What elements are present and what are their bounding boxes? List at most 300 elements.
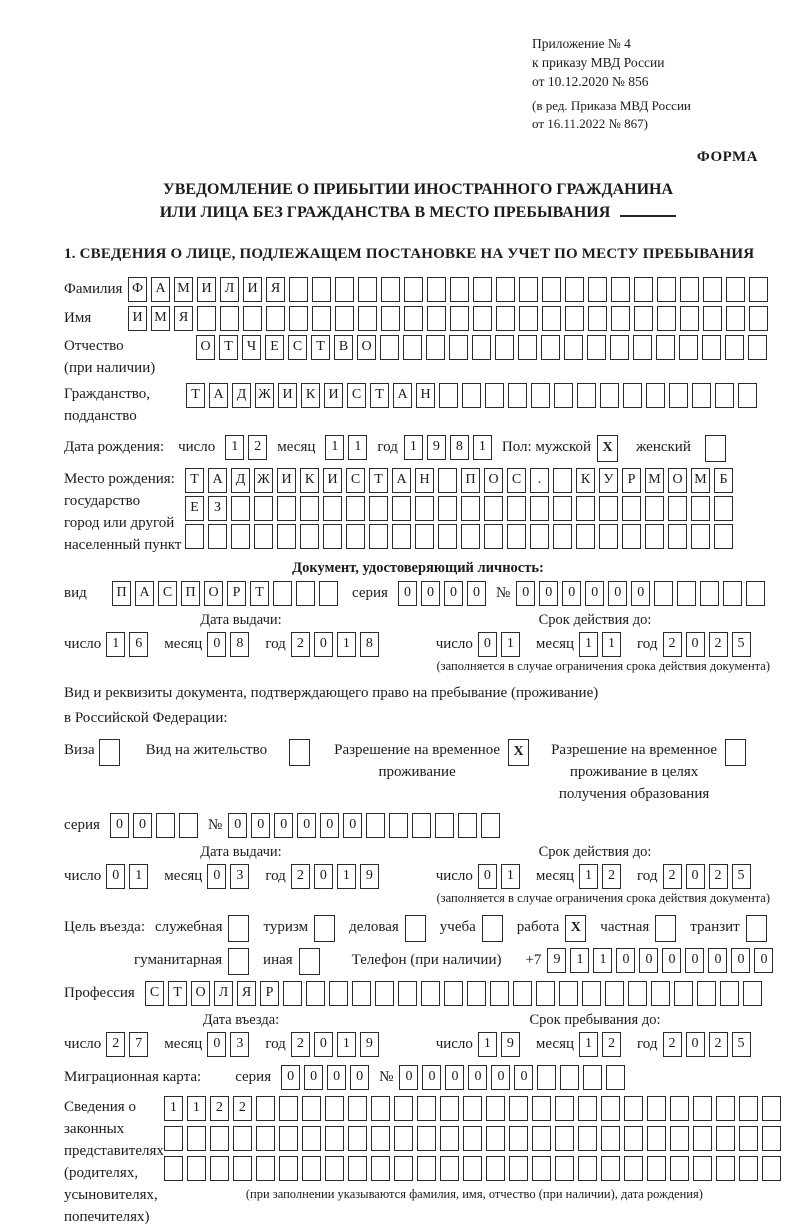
char-cell[interactable]: 0 [251, 813, 270, 838]
char-cell[interactable] [693, 1096, 712, 1121]
char-cell[interactable] [697, 981, 716, 1006]
char-cell[interactable] [646, 383, 665, 408]
char-cell[interactable]: 1 [129, 864, 148, 889]
char-cell[interactable]: 1 [579, 1032, 598, 1057]
char-cell[interactable]: М [645, 468, 664, 493]
char-cell[interactable] [554, 383, 573, 408]
char-cell[interactable]: 1 [478, 1032, 497, 1057]
char-cell[interactable] [323, 524, 342, 549]
char-cell[interactable]: А [209, 383, 228, 408]
char-cell[interactable] [655, 915, 676, 942]
char-cell[interactable]: 0 [281, 1065, 300, 1090]
char-cell[interactable] [738, 383, 757, 408]
char-cell[interactable]: К [300, 468, 319, 493]
char-cell[interactable]: 0 [754, 948, 773, 973]
char-cell[interactable] [187, 1126, 206, 1151]
char-cell[interactable] [601, 1126, 620, 1151]
char-cell[interactable]: 3 [230, 864, 249, 889]
char-cell[interactable] [693, 1126, 712, 1151]
char-cell[interactable]: 9 [360, 1032, 379, 1057]
char-cell[interactable]: 9 [501, 1032, 520, 1057]
char-cell[interactable]: 0 [585, 581, 604, 606]
char-cell[interactable] [375, 981, 394, 1006]
char-cell[interactable] [438, 496, 457, 521]
char-cell[interactable] [210, 1126, 229, 1151]
char-cell[interactable] [578, 1126, 597, 1151]
char-cell[interactable] [394, 1096, 413, 1121]
char-cell[interactable]: 8 [360, 632, 379, 657]
char-cell[interactable]: У [599, 468, 618, 493]
char-cell[interactable] [508, 383, 527, 408]
char-cell[interactable] [668, 496, 687, 521]
char-cell[interactable]: 2 [291, 864, 310, 889]
char-cell[interactable] [536, 981, 555, 1006]
char-cell[interactable] [243, 306, 262, 331]
char-cell[interactable] [628, 981, 647, 1006]
char-cell[interactable]: А [135, 581, 154, 606]
char-cell[interactable]: 0 [398, 581, 417, 606]
char-cell[interactable]: Д [232, 383, 251, 408]
char-cell[interactable]: Л [214, 981, 233, 1006]
char-cell[interactable]: 0 [444, 581, 463, 606]
char-cell[interactable] [679, 335, 698, 360]
char-cell[interactable] [532, 1126, 551, 1151]
char-cell[interactable] [716, 1156, 735, 1181]
char-cell[interactable]: Е [265, 335, 284, 360]
char-cell[interactable] [473, 277, 492, 302]
char-cell[interactable] [381, 277, 400, 302]
char-cell[interactable]: С [158, 581, 177, 606]
char-cell[interactable] [743, 981, 762, 1006]
char-cell[interactable] [518, 335, 537, 360]
char-cell[interactable] [440, 1156, 459, 1181]
char-cell[interactable] [392, 496, 411, 521]
char-cell[interactable]: И [128, 306, 147, 331]
char-cell[interactable] [329, 981, 348, 1006]
char-cell[interactable] [705, 435, 726, 462]
char-cell[interactable]: 0 [516, 581, 535, 606]
char-cell[interactable]: 2 [602, 864, 621, 889]
char-cell[interactable] [417, 1096, 436, 1121]
char-cell[interactable] [484, 496, 503, 521]
char-cell[interactable]: X [597, 435, 618, 462]
char-cell[interactable] [254, 524, 273, 549]
char-cell[interactable]: М [174, 277, 193, 302]
char-cell[interactable]: О [484, 468, 503, 493]
char-cell[interactable] [233, 1126, 252, 1151]
char-cell[interactable]: 0 [422, 1065, 441, 1090]
char-cell[interactable]: 6 [129, 632, 148, 657]
char-cell[interactable] [578, 1096, 597, 1121]
char-cell[interactable] [656, 335, 675, 360]
char-cell[interactable]: 1 [602, 632, 621, 657]
char-cell[interactable] [458, 813, 477, 838]
char-cell[interactable]: 1 [570, 948, 589, 973]
char-cell[interactable] [576, 524, 595, 549]
char-cell[interactable]: И [197, 277, 216, 302]
char-cell[interactable] [749, 277, 768, 302]
char-cell[interactable]: 1 [337, 864, 356, 889]
char-cell[interactable] [634, 306, 653, 331]
char-cell[interactable] [427, 306, 446, 331]
char-cell[interactable] [371, 1156, 390, 1181]
char-cell[interactable] [746, 581, 765, 606]
char-cell[interactable]: 0 [228, 813, 247, 838]
char-cell[interactable] [726, 306, 745, 331]
char-cell[interactable]: 2 [248, 435, 267, 460]
char-cell[interactable]: 1 [225, 435, 244, 460]
char-cell[interactable] [668, 524, 687, 549]
char-cell[interactable] [657, 277, 676, 302]
char-cell[interactable]: 0 [445, 1065, 464, 1090]
char-cell[interactable] [553, 524, 572, 549]
char-cell[interactable] [417, 1156, 436, 1181]
char-cell[interactable]: 0 [467, 581, 486, 606]
char-cell[interactable]: О [204, 581, 223, 606]
char-cell[interactable]: 0 [207, 864, 226, 889]
char-cell[interactable] [369, 496, 388, 521]
char-cell[interactable] [273, 581, 292, 606]
char-cell[interactable] [348, 1096, 367, 1121]
char-cell[interactable] [674, 981, 693, 1006]
char-cell[interactable]: 0 [304, 1065, 323, 1090]
char-cell[interactable] [645, 524, 664, 549]
char-cell[interactable]: 0 [314, 864, 333, 889]
char-cell[interactable] [352, 981, 371, 1006]
char-cell[interactable]: 0 [274, 813, 293, 838]
char-cell[interactable] [398, 981, 417, 1006]
char-cell[interactable]: 0 [133, 813, 152, 838]
char-cell[interactable]: 3 [230, 1032, 249, 1057]
char-cell[interactable]: 0 [343, 813, 362, 838]
char-cell[interactable] [530, 524, 549, 549]
char-cell[interactable]: Я [174, 306, 193, 331]
char-cell[interactable]: 2 [106, 1032, 125, 1057]
char-cell[interactable]: Ч [242, 335, 261, 360]
char-cell[interactable]: 1 [348, 435, 367, 460]
char-cell[interactable] [645, 496, 664, 521]
char-cell[interactable] [296, 581, 315, 606]
char-cell[interactable]: . [530, 468, 549, 493]
char-cell[interactable] [450, 277, 469, 302]
char-cell[interactable]: 1 [164, 1096, 183, 1121]
char-cell[interactable]: О [357, 335, 376, 360]
char-cell[interactable]: 0 [514, 1065, 533, 1090]
char-cell[interactable]: 1 [473, 435, 492, 460]
char-cell[interactable] [358, 277, 377, 302]
char-cell[interactable] [450, 306, 469, 331]
char-cell[interactable] [623, 383, 642, 408]
char-cell[interactable] [588, 277, 607, 302]
char-cell[interactable] [473, 306, 492, 331]
char-cell[interactable] [266, 306, 285, 331]
char-cell[interactable] [472, 335, 491, 360]
char-cell[interactable]: 1 [337, 632, 356, 657]
char-cell[interactable]: П [461, 468, 480, 493]
char-cell[interactable]: С [507, 468, 526, 493]
char-cell[interactable] [749, 306, 768, 331]
char-cell[interactable] [509, 1126, 528, 1151]
char-cell[interactable] [302, 1126, 321, 1151]
char-cell[interactable] [462, 383, 481, 408]
char-cell[interactable] [283, 981, 302, 1006]
char-cell[interactable]: Б [714, 468, 733, 493]
char-cell[interactable] [463, 1126, 482, 1151]
char-cell[interactable]: Т [370, 383, 389, 408]
char-cell[interactable]: 2 [709, 632, 728, 657]
char-cell[interactable] [624, 1156, 643, 1181]
char-cell[interactable] [438, 468, 457, 493]
char-cell[interactable] [228, 915, 249, 942]
char-cell[interactable] [519, 277, 538, 302]
char-cell[interactable] [306, 981, 325, 1006]
char-cell[interactable] [537, 1065, 556, 1090]
char-cell[interactable] [576, 496, 595, 521]
char-cell[interactable]: 1 [593, 948, 612, 973]
char-cell[interactable]: 0 [491, 1065, 510, 1090]
char-cell[interactable] [335, 306, 354, 331]
char-cell[interactable] [231, 496, 250, 521]
char-cell[interactable] [739, 1096, 758, 1121]
char-cell[interactable]: П [112, 581, 131, 606]
char-cell[interactable] [421, 981, 440, 1006]
char-cell[interactable] [486, 1126, 505, 1151]
char-cell[interactable] [611, 277, 630, 302]
char-cell[interactable] [444, 981, 463, 1006]
char-cell[interactable] [156, 813, 175, 838]
char-cell[interactable] [577, 383, 596, 408]
char-cell[interactable]: 0 [616, 948, 635, 973]
char-cell[interactable]: К [576, 468, 595, 493]
char-cell[interactable]: Д [231, 468, 250, 493]
char-cell[interactable] [495, 335, 514, 360]
char-cell[interactable] [657, 306, 676, 331]
char-cell[interactable]: А [393, 383, 412, 408]
char-cell[interactable]: 5 [732, 632, 751, 657]
char-cell[interactable]: 0 [639, 948, 658, 973]
char-cell[interactable]: З [208, 496, 227, 521]
char-cell[interactable] [714, 496, 733, 521]
char-cell[interactable] [716, 1126, 735, 1151]
char-cell[interactable] [490, 981, 509, 1006]
char-cell[interactable]: О [668, 468, 687, 493]
char-cell[interactable] [739, 1156, 758, 1181]
char-cell[interactable] [654, 581, 673, 606]
char-cell[interactable]: 0 [421, 581, 440, 606]
char-cell[interactable] [582, 981, 601, 1006]
char-cell[interactable] [314, 915, 335, 942]
char-cell[interactable]: 8 [230, 632, 249, 657]
char-cell[interactable] [599, 496, 618, 521]
char-cell[interactable] [714, 524, 733, 549]
char-cell[interactable] [164, 1156, 183, 1181]
char-cell[interactable] [605, 981, 624, 1006]
char-cell[interactable] [412, 813, 431, 838]
char-cell[interactable] [277, 524, 296, 549]
char-cell[interactable] [256, 1096, 275, 1121]
char-cell[interactable]: 2 [233, 1096, 252, 1121]
char-cell[interactable]: 1 [501, 632, 520, 657]
char-cell[interactable]: Т [311, 335, 330, 360]
char-cell[interactable] [467, 981, 486, 1006]
char-cell[interactable]: М [691, 468, 710, 493]
char-cell[interactable]: 0 [686, 1032, 705, 1057]
char-cell[interactable] [185, 524, 204, 549]
char-cell[interactable] [179, 813, 198, 838]
char-cell[interactable] [651, 981, 670, 1006]
char-cell[interactable] [601, 1096, 620, 1121]
char-cell[interactable]: 0 [320, 813, 339, 838]
char-cell[interactable] [647, 1126, 666, 1151]
char-cell[interactable]: И [324, 383, 343, 408]
char-cell[interactable] [587, 335, 606, 360]
char-cell[interactable] [335, 277, 354, 302]
char-cell[interactable]: 0 [399, 1065, 418, 1090]
char-cell[interactable]: 0 [562, 581, 581, 606]
char-cell[interactable]: 0 [314, 632, 333, 657]
char-cell[interactable]: О [196, 335, 215, 360]
char-cell[interactable] [725, 739, 746, 766]
char-cell[interactable] [289, 739, 310, 766]
char-cell[interactable]: Р [622, 468, 641, 493]
char-cell[interactable] [530, 496, 549, 521]
char-cell[interactable]: 9 [427, 435, 446, 460]
char-cell[interactable]: Т [186, 383, 205, 408]
char-cell[interactable] [369, 524, 388, 549]
char-cell[interactable]: Ф [128, 277, 147, 302]
char-cell[interactable] [519, 306, 538, 331]
char-cell[interactable]: Ж [255, 383, 274, 408]
char-cell[interactable] [542, 306, 561, 331]
char-cell[interactable] [677, 581, 696, 606]
char-cell[interactable]: 2 [663, 864, 682, 889]
char-cell[interactable] [723, 581, 742, 606]
char-cell[interactable] [606, 1065, 625, 1090]
char-cell[interactable] [463, 1096, 482, 1121]
char-cell[interactable]: Р [227, 581, 246, 606]
char-cell[interactable] [440, 1126, 459, 1151]
char-cell[interactable] [403, 335, 422, 360]
char-cell[interactable]: 0 [350, 1065, 369, 1090]
char-cell[interactable] [720, 981, 739, 1006]
char-cell[interactable]: X [508, 739, 529, 766]
char-cell[interactable]: 2 [602, 1032, 621, 1057]
char-cell[interactable] [634, 277, 653, 302]
char-cell[interactable] [680, 306, 699, 331]
char-cell[interactable]: 2 [291, 1032, 310, 1057]
char-cell[interactable]: 0 [631, 581, 650, 606]
char-cell[interactable]: X [565, 915, 586, 942]
char-cell[interactable]: Р [260, 981, 279, 1006]
char-cell[interactable] [197, 306, 216, 331]
char-cell[interactable] [228, 948, 249, 975]
char-cell[interactable] [279, 1126, 298, 1151]
char-cell[interactable] [762, 1096, 781, 1121]
char-cell[interactable] [496, 277, 515, 302]
char-cell[interactable] [299, 948, 320, 975]
char-cell[interactable]: Т [250, 581, 269, 606]
char-cell[interactable] [394, 1126, 413, 1151]
char-cell[interactable] [553, 496, 572, 521]
char-cell[interactable] [449, 335, 468, 360]
char-cell[interactable]: И [243, 277, 262, 302]
char-cell[interactable] [555, 1126, 574, 1151]
char-cell[interactable]: С [288, 335, 307, 360]
char-cell[interactable] [542, 277, 561, 302]
char-cell[interactable] [366, 813, 385, 838]
char-cell[interactable] [435, 813, 454, 838]
char-cell[interactable] [588, 306, 607, 331]
char-cell[interactable] [624, 1126, 643, 1151]
char-cell[interactable] [560, 1065, 579, 1090]
char-cell[interactable]: 0 [207, 1032, 226, 1057]
char-cell[interactable]: Л [220, 277, 239, 302]
char-cell[interactable] [482, 915, 503, 942]
char-cell[interactable] [726, 277, 745, 302]
char-cell[interactable] [559, 981, 578, 1006]
char-cell[interactable] [323, 496, 342, 521]
char-cell[interactable] [302, 1096, 321, 1121]
char-cell[interactable]: 0 [685, 948, 704, 973]
char-cell[interactable] [346, 524, 365, 549]
char-cell[interactable]: Н [415, 468, 434, 493]
char-cell[interactable]: П [181, 581, 200, 606]
char-cell[interactable]: 0 [314, 1032, 333, 1057]
char-cell[interactable] [532, 1156, 551, 1181]
char-cell[interactable] [438, 524, 457, 549]
char-cell[interactable]: И [278, 383, 297, 408]
char-cell[interactable] [622, 496, 641, 521]
char-cell[interactable] [346, 496, 365, 521]
char-cell[interactable] [312, 277, 331, 302]
char-cell[interactable] [231, 524, 250, 549]
char-cell[interactable] [415, 496, 434, 521]
char-cell[interactable] [610, 335, 629, 360]
char-cell[interactable]: Т [369, 468, 388, 493]
char-cell[interactable] [233, 1156, 252, 1181]
char-cell[interactable]: Т [185, 468, 204, 493]
char-cell[interactable]: 0 [110, 813, 129, 838]
char-cell[interactable]: С [145, 981, 164, 1006]
char-cell[interactable]: Я [237, 981, 256, 1006]
char-cell[interactable]: 0 [327, 1065, 346, 1090]
char-cell[interactable] [601, 1156, 620, 1181]
char-cell[interactable] [481, 813, 500, 838]
char-cell[interactable]: 0 [539, 581, 558, 606]
char-cell[interactable]: Т [219, 335, 238, 360]
char-cell[interactable] [348, 1156, 367, 1181]
char-cell[interactable]: 0 [686, 632, 705, 657]
char-cell[interactable] [277, 496, 296, 521]
char-cell[interactable] [348, 1126, 367, 1151]
char-cell[interactable] [279, 1096, 298, 1121]
char-cell[interactable] [496, 306, 515, 331]
char-cell[interactable] [669, 383, 688, 408]
char-cell[interactable]: И [277, 468, 296, 493]
char-cell[interactable]: Ж [254, 468, 273, 493]
char-cell[interactable] [691, 524, 710, 549]
char-cell[interactable] [703, 306, 722, 331]
char-cell[interactable] [693, 1156, 712, 1181]
char-cell[interactable] [404, 306, 423, 331]
char-cell[interactable] [746, 915, 767, 942]
char-cell[interactable]: 2 [663, 632, 682, 657]
char-cell[interactable] [725, 335, 744, 360]
char-cell[interactable] [164, 1126, 183, 1151]
char-cell[interactable]: А [392, 468, 411, 493]
char-cell[interactable]: 5 [732, 1032, 751, 1057]
char-cell[interactable]: А [208, 468, 227, 493]
